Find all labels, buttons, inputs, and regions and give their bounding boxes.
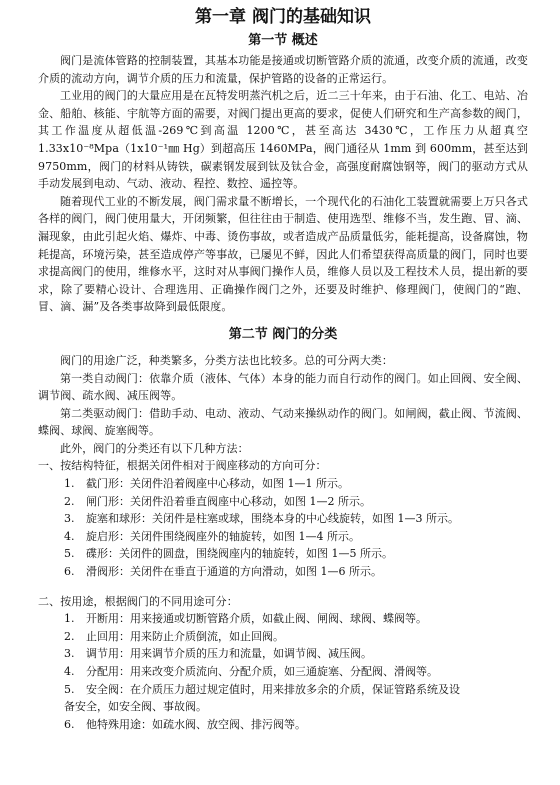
structure-list bbox=[38, 475, 528, 581]
spacer bbox=[38, 316, 528, 326]
use-list bbox=[38, 610, 528, 733]
list-heading-use: 二、按用途，根据阀门的不同用途可分： bbox=[38, 594, 238, 608]
list-item bbox=[38, 528, 528, 546]
list-text: 他特殊用途：如疏水阀、放空阀、排污阀等。 bbox=[86, 717, 306, 731]
section-title-classification: 第二节 阀门的分类 bbox=[228, 326, 338, 342]
paragraph: 阀门的用途广泛，种类繁多，分类方法也比较多。总的可分两大类： bbox=[60, 353, 393, 367]
list-number: 5. bbox=[64, 682, 75, 696]
list-item bbox=[38, 510, 528, 528]
list-number: 4. bbox=[64, 529, 75, 543]
list-number: 1. bbox=[64, 477, 75, 491]
list-number: 5. bbox=[64, 547, 75, 561]
chapter-title: 第一章 阀门的基础知识 bbox=[195, 7, 371, 27]
list-text: 止回用：用来防止介质倒流，如止回阀。 bbox=[86, 629, 284, 643]
list-heading-structure: 一、按结构特征，根据关闭件相对于阀座移动的方向可分： bbox=[38, 459, 327, 473]
list-text: 截门形：关闭件沿着阀座中心移动，如图 1—1 所示。 bbox=[86, 477, 349, 491]
list-text: 旋启形：关闭件围绕阀座外的轴旋转，如图 1—4 所示。 bbox=[86, 529, 360, 543]
list-item bbox=[38, 563, 528, 581]
section-title-overview: 第一节 概述 bbox=[248, 33, 318, 48]
list-item bbox=[38, 545, 528, 563]
list-number: 6. bbox=[64, 565, 75, 579]
list-number: 4. bbox=[64, 665, 75, 678]
list-text: 分配用：用来改变介质流向、分配介质，如三通旋塞、分配阀、滑阀等。 bbox=[86, 665, 438, 678]
paragraph: 随着现代工业的不断发展，阀门需求量不断增长，一个现代化的石油化工装置就需要上万只各式各样的阀门，阀门使用量大，开闭频繁，但往往由于制造、使用选型、维修不当，发生跑、冒、滴、漏现象，由此引起火焰、爆炸、中毒、烫伤事故，或者造成产品质量低劣，能耗提高，设备腐蚀，物耗提高，环境污染，甚至造成停产等事故，已屡见不鲜，因此人们希望获得高质量的阀门，同时也要求提高阀门的使用，维修水平，这时对从事阀门操作人员，维修人员以及工程技术人员，提出新的要求，除了要精心设计、合理选用、正确操作阀门之外，还要及时维护、修理阀门，使阀门的“跑、冒、滴、漏”及各类事故降到最低限度。 bbox=[38, 194, 528, 314]
list-number: 2. bbox=[64, 494, 75, 508]
spacer bbox=[38, 581, 528, 593]
list-text: 旋塞和球形：关闭件是柱塞或球，围绕本身的中心线旋转，如图 1—3 所示。 bbox=[86, 512, 459, 526]
list-text: 滑阀形：关闭件在垂直于通道的方向滑动，如图 1—6 所示。 bbox=[86, 565, 382, 579]
list-text: 安全阀：在介质压力超过规定值时，用来排放多余的介质，保证管路系统及设 bbox=[86, 682, 460, 696]
list-text: 碟形：关闭件的圆盘，围绕阀座内的轴旋转，如图 1—5 所示。 bbox=[86, 547, 393, 561]
list-text: 开断用：用来接通或切断管路介质，如截止阀、闸阀、球阀、蝶阀等。 bbox=[86, 612, 427, 626]
paragraph: 工业用的阀门的大量应用是在瓦特发明蒸汽机之后，近二三十年来，由于石油、化工、电站、冶金、船舶、核能、宇航等方面的需要，对阀门提出更高的要求，促使人们研究和生产高参数的阀门，其工作温度从超低温-269℃到高温 1200℃，甚至高达 3430℃，工作压力从超真空 1.33x10⁻⁸Mpa（1x10⁻¹㎜ Hg）到超高压 1460MPa，阀门通径从 1mm 到 600mm，甚至达到 9750mm，阀门的材料从铸铁，碳素钢发展到钛及钛合金，高强度耐腐蚀钢等，阀门的驱动方式从手动发展到电动、气动、液动、程控、数控、遥控等。 bbox=[38, 89, 528, 191]
list-item bbox=[38, 663, 528, 681]
list-text: 调节用：用来调节介质的压力和流量，如调节阀、减压阀。 bbox=[86, 647, 372, 661]
list-item bbox=[38, 475, 528, 493]
list-number: 6. bbox=[64, 717, 75, 731]
list-number: 3. bbox=[64, 512, 75, 526]
list-item bbox=[38, 645, 528, 663]
list-item bbox=[38, 628, 528, 646]
list-number: 2. bbox=[64, 629, 75, 643]
paragraph: 第二类驱动阀门：借助手动、电动、液动、气动来操纵动作的阀门。如闸阀，截止阀、节流阀、蝶阀、球阀、旋塞阀等。 bbox=[38, 406, 528, 438]
list-item bbox=[38, 681, 528, 699]
list-text: 闸门形：关闭件沿着垂直阀座中心移动，如图 1—2 所示。 bbox=[86, 494, 371, 508]
list-item bbox=[38, 610, 528, 628]
list-item-continuation bbox=[38, 698, 528, 716]
list-text: 备安全，如安全阀、事故阀。 bbox=[64, 700, 207, 714]
paragraph: 此外，阀门的分类还有以下几种方法： bbox=[60, 441, 249, 455]
list-number: 1. bbox=[64, 612, 75, 626]
list-item bbox=[38, 716, 528, 734]
paragraph: 阀门是流体管路的控制装置，其基本功能是接通或切断管路介质的流通，改变介质的流通，改变介质的流动方向，调节介质的压力和流量，保护管路的设备的正常运行。 bbox=[38, 54, 528, 85]
list-item bbox=[38, 493, 528, 511]
paragraph: 第一类自动阀门：依靠介质（液体、气体）本身的能力而自行动作的阀门。如止回阀、安全阀、调节阀、疏水阀、减压阀等。 bbox=[38, 371, 528, 403]
list-number: 3. bbox=[64, 647, 75, 661]
